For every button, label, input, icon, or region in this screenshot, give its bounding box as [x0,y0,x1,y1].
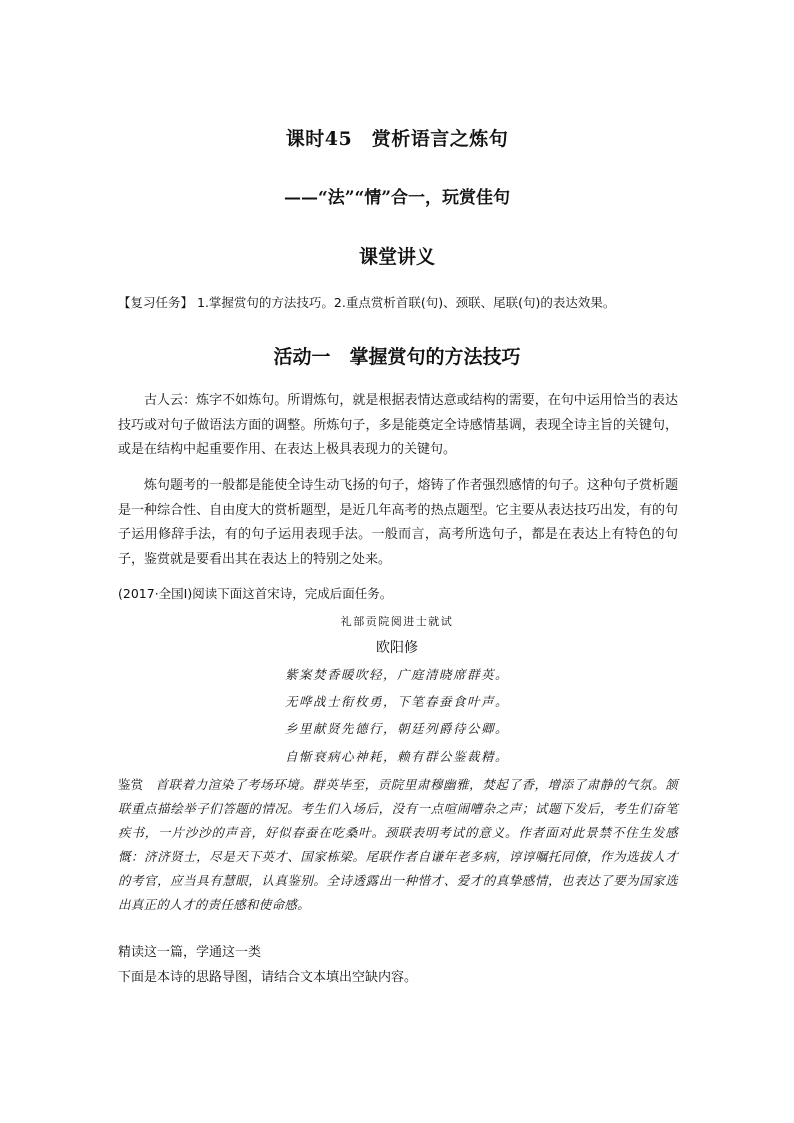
poem-line: 自惭衰病心神耗，赖有群公鉴裁精。 [284,749,509,764]
appreciation-block [118,773,678,917]
poem-line: 紫案焚香暖吹轻，广庭清晓席群英。 [284,667,509,682]
lesson-title: 课时45 赏析语言之炼句 [285,128,509,150]
poem-title: 礼部贡院阅进士就试 [340,615,454,628]
poem-line: 无哗战士衔枚勇，下笔春蚕食叶声。 [284,694,509,709]
lesson-subtitle: ——“法”“情”合一，玩赏佳句 [283,188,511,208]
review-task-label: 【复习任务】 [118,295,194,310]
activity-title: 活动一 掌握赏句的方法技巧 [273,346,521,368]
question-source: (2017·全国Ⅰ)阅读下面这首宋诗，完成后面任务。 [118,586,393,601]
study-note: 精读这一篇，学通这一类 [118,945,262,960]
review-task [118,293,718,311]
poem-line: 乡里献贤先德行，朝廷列爵待公卿。 [284,721,509,736]
section-heading: 课堂讲义 [358,246,435,268]
instruction-text: 下面是本诗的思路导图，请结合文本填出空缺内容。 [118,970,418,985]
paragraph: 炼句题考的一般都是能使全诗生动飞扬的句子，熔铸了作者强烈感情的句子。这种句子赏析题是一种综合性、自由度大的赏析题型，是近几年高考的热点题型。它主要从表达技巧出发，有的句子运用修辞手法，有的句子运用表现手法。一般而言，高考所选句子，都是在表达上有特色的句子，鉴赏就是要看出其在表达上的特别之处来。 [118,478,678,567]
appreciation-text: 首联着力渲染了考场环境。群英毕至，贡院里肃穆幽雅，焚起了香，增添了肃静的气氛。颔联重点描绘举子们答题的情况。考生们入场后，没有一点喧闹嘈杂之声；试题下发后，考生们奋笔疾书，一片沙沙的声音，好似春蚕在吃桑叶。颈联表明考试的意义。作者面对此景禁不住生发感慨：济济贤士，尽是天下英才、国家栋梁。尾联作者自谦年老多病，谆谆嘱托同僚，作为选拔人才的考官，应当具有慧眼，认真鉴别。全诗透露出一种惜才、爱才的真挚感情，也表达了要为国家选出真正的人才的责任感和使命感。 [118,777,678,912]
review-task-text: 1.掌握赏句的方法技巧。2.重点赏析首联(句)、颈联、尾联(句)的表达效果。 [197,295,616,310]
appreciation-label: 鉴赏 [118,777,144,792]
paragraph: 古人云：炼字不如炼句。所谓炼句，就是根据表情达意或结构的需要，在句中运用恰当的表达技巧或对句子做语法方面的调整。所炼句子，多是能奠定全诗感情基调，表现全诗主旨的关键句，或是在结构中起重要作用、在表达上极具表现力的关键句。 [118,393,678,457]
poem-author: 欧阳修 [376,640,418,656]
